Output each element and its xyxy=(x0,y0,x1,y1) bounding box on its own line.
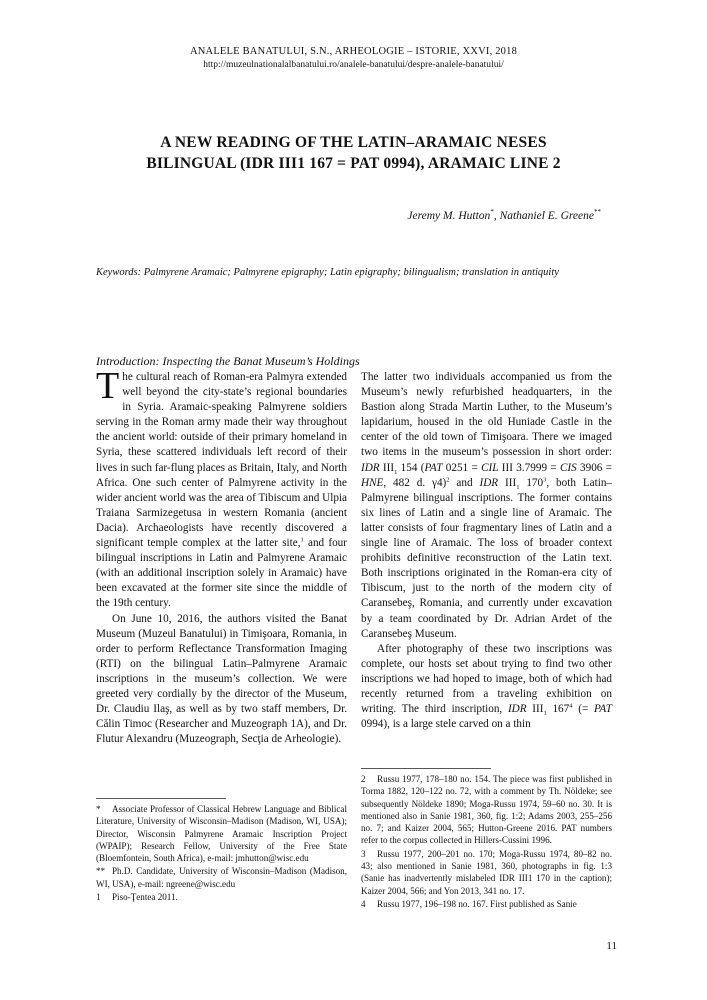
paragraph-1-end: and four bilingual inscriptions in Latin and Palmyrene Aramaic (with an additional inscription solely in Aramaic) have been excavated at the former site since the middle of the 19th century. xyxy=(96,537,347,610)
paragraph-4-end: 0994), is a large stele carved on a thin xyxy=(361,718,531,731)
footnote xyxy=(361,898,612,910)
keywords: Keywords: Palmyrene Aramaic; Palmyrene epigraphy; Latin epigraphy; bilingualism; translation in antiquity xyxy=(96,267,559,278)
ref-sub: 1 xyxy=(516,483,520,491)
ref-sub: 1 xyxy=(543,710,547,718)
ref-text: , 482 d. γ4) xyxy=(383,476,447,489)
footnote-ref-3[interactable]: 3 xyxy=(543,475,547,483)
footnote-mark: * xyxy=(96,804,101,814)
footnote-mark: 1 xyxy=(96,892,101,903)
footnote-ref-4[interactable]: 4 xyxy=(569,702,573,710)
ref-idr: IDR xyxy=(507,703,527,716)
authors xyxy=(407,210,601,222)
footnote-text: Russu 1977, 178–180 no. 154. The piece was first published in Torma 1882, 120–122 no. 72, with a comment by Th. Nöldeke; see subsequently Nöldeke 1890; Moga-Russu 1974, 59–60 no. 30. It is mentioned also in Sanie 1981, 360, fig. 1:2; Adams 2003, 255–256 no. 7; and Kaizer 2004, 565; Hutton-Greene 2016. PAT numbers refer to the corpus collected in Hillers-Cussini 1996. xyxy=(361,774,612,846)
section-heading: Introduction: Inspecting the Banat Museum’s Holdings xyxy=(96,354,360,368)
footnote-mark: 2 xyxy=(361,774,366,784)
body-column-right xyxy=(361,370,612,732)
ref-idr: IDR xyxy=(361,461,380,474)
footnote-mark: 3 xyxy=(361,848,366,859)
ref-text: 154 ( xyxy=(397,461,425,474)
ref-sub: 1 xyxy=(394,468,398,476)
footnotes-left xyxy=(96,803,347,904)
paragraph-4-text: After photography of these two inscriptions was complete, our hosts set about trying to find two other inscriptions we had hoped to image, both of which had recently returned from a traveling exhibition on writing. The third inscription, xyxy=(361,642,612,716)
footnote-text: Piso-Ţentea 2011. xyxy=(112,892,178,903)
footnote-text: Associate Professor of Classical Hebrew Language and Biblical Literature, University of Wisconsin–Madison (Madison, WI, USA); Director, Wisconsin Palmyrene Aramaic Inscription Project (WPAIP); Research Fellow, University of the Free State (Bloemfontein, South Africa), e-mail: jmhutton@wisc.edu xyxy=(96,804,347,864)
footnote-mark: 4 xyxy=(361,898,366,909)
paragraph-1 xyxy=(96,365,348,612)
ref-hne: HNE xyxy=(361,476,384,489)
footnote-text: Russu 1977, 196–198 no. 167. First published as Sanie xyxy=(377,898,577,909)
footnote-rule-left xyxy=(96,798,226,799)
footnote-text: Ph.D. Candidate, University of Wisconsin–Madison (Madison, WI, USA), e-mail: ngreene@wisc.edu xyxy=(96,866,347,889)
author-1: Jeremy M. Hutton xyxy=(407,210,491,222)
paragraph-3 xyxy=(361,370,612,642)
footnote-ref-1[interactable]: 1 xyxy=(300,536,304,544)
ref-text: 167 xyxy=(546,703,570,716)
page-number: 11 xyxy=(606,940,617,952)
footnote-text: Russu 1977, 200–201 no. 170; Moga-Russu 1974, 80–82 no. 43; also mentioned in Sanie 1981, 360, photographs in fig. 1:3 (Sanie has inadvertently mislabeled IDR III1 170 in the caption); Kaizer 2004, 566; and Yon 2013, 341 no. 17. xyxy=(361,848,612,896)
footnotes-right xyxy=(361,773,612,911)
ref-text: 0251 = xyxy=(442,461,482,474)
footnote xyxy=(96,803,347,864)
footnote xyxy=(361,773,612,847)
ref-text: III 3.7999 = xyxy=(498,461,560,474)
footnote xyxy=(361,848,612,897)
drop-cap: T xyxy=(96,365,120,407)
footnote xyxy=(96,891,347,903)
author-2: Nathaniel E. Greene xyxy=(499,210,594,222)
footnote xyxy=(96,865,347,890)
footnote-mark: ** xyxy=(96,866,106,877)
ref-cil: CIL xyxy=(481,461,499,474)
paragraph-1-text: he cultural reach of Roman-era Palmyra extended well beyond the city-state’s regional boundaries in Syria. Aramaic-speaking Palmyrene soldiers serving in the Roman army made their way throughout the ancient world: outside of their primary homeland in Syria, these scattered individuals left record of their lives in such far-flung places as Britain, Italy, and North Africa. One such center of Palmyrene activity in the wider ancient world was the area of Tibiscum and Ulpia Traiana Sarmizegetusa in western Romania (ancient Dacia). Archaeologists have recently discovered a significant temple complex at the latter site, xyxy=(96,371,348,550)
author-1-mark: * xyxy=(490,208,494,217)
title-line-1: A NEW READING OF THE LATIN–ARAMAIC NESES xyxy=(160,134,547,151)
paragraph-3-text: The latter two individuals accompanied us from the Museum’s newly refurbished headquarters, in the Bastion along Strada Martin Luther, to the Museum’s lapidarium, housed in the old Huniade Castle in the center of the old town of Timişoara. There we imaged two items in the museum’s possession in short order: xyxy=(361,371,612,459)
journal-header: ANALELE BANATULUI, S.N., ARHEOLOGIE – ISTORIE, XXVI, 2018 xyxy=(189,46,518,57)
ref-pat: PAT xyxy=(593,703,612,716)
author-2-mark: ** xyxy=(594,208,601,217)
footnote-ref-2[interactable]: 2 xyxy=(446,475,450,483)
paragraph-4 xyxy=(361,642,612,733)
author-separator: , xyxy=(493,210,500,222)
ref-cis: CIS xyxy=(559,461,577,474)
ref-text: (= xyxy=(572,703,594,716)
body-column-left xyxy=(96,365,348,747)
journal-url[interactable]: http://muzeulnationalalbanatului.ro/analele-banatului/despre-analele-banatului/ xyxy=(203,60,504,70)
ref-text: III xyxy=(526,703,544,716)
ref-text: III xyxy=(379,461,395,474)
ref-text: 170 xyxy=(519,476,544,489)
ref-text: 3906 = xyxy=(576,461,613,474)
title-line-2: BILINGUAL (IDR III1 167 = PAT 0994), ARAMAIC LINE 2 xyxy=(146,155,561,172)
ref-text: and xyxy=(449,476,480,489)
paragraph-2: On June 10, 2016, the authors visited the Banat Museum (Muzeul Banatului) in Timişoara, Romania, in order to perform Reflectance Transformation Imaging (RTI) on the bilingual Latin–Palmyrene Aramaic inscriptions in the museum’s collection. We were greeted very cordially by the director of the Museum, Dr. Claudiu Ilaş, as well as by two staff members, Dr. Călin Timoc (Researcher and Muzeograph 1A), and Dr. Flutur Alexandru (Muzeograph, Secţia de Arheologie). xyxy=(96,612,347,746)
footnote-rule-right xyxy=(361,768,491,769)
ref-text: III xyxy=(498,476,517,489)
ref-pat: PAT xyxy=(424,461,443,474)
paragraph-3-end: , both Latin–Palmyrene bilingual inscriptions. The former contains six lines of Latin and a single line of Aramaic. The latter consists of four fragmentary lines of Latin and a single line of Aramaic. The loss of broader context prohibits definitive reconstruction of the Latin text. Both inscriptions originated in the Roman-era city of Tibiscum, just to the north of the modern city of Caransebeş, Romania, and currently under excavation by a team coordinated by Dr. Adrian Ardet of the Caransebeş Museum. xyxy=(361,476,613,640)
ref-idr: IDR xyxy=(479,476,499,489)
